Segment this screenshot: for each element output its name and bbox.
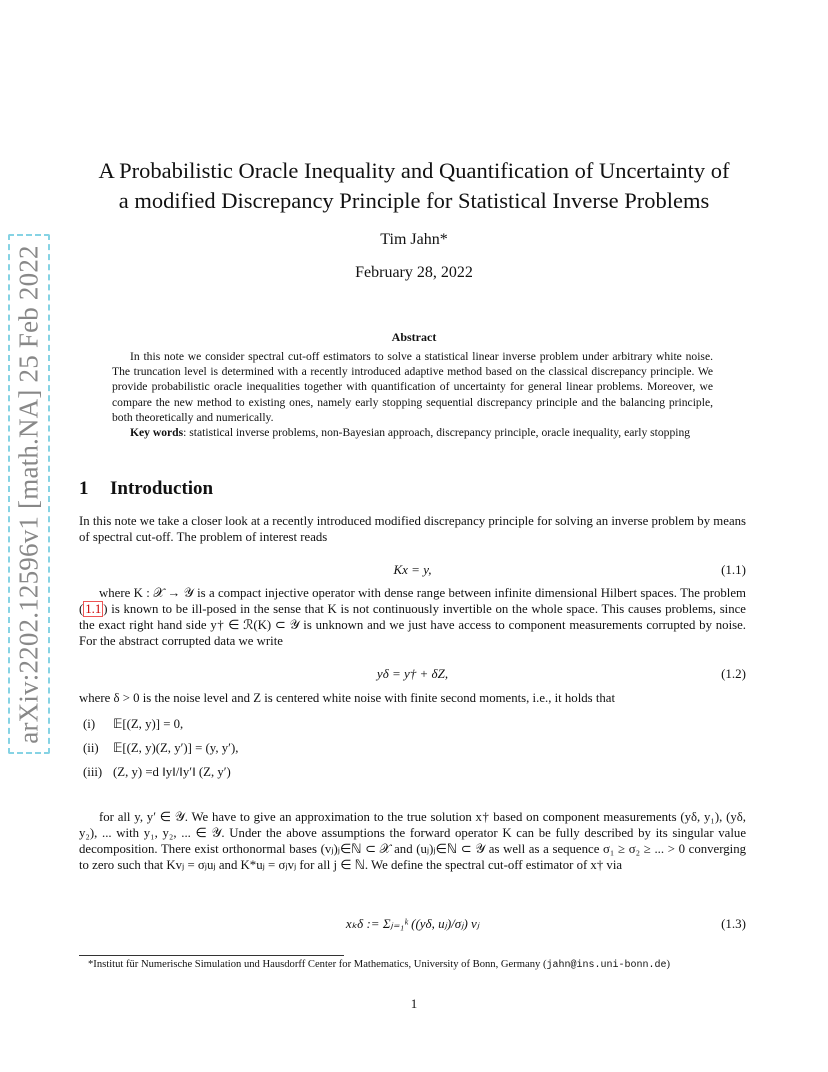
paragraph-3: where δ > 0 is the noise level and Z is centered white noise with finite second moments, i.e., it holds that: [79, 691, 616, 705]
equation-number: (1.1): [721, 562, 746, 577]
list-label: (iii): [83, 765, 103, 779]
equation-number: (1.3): [721, 916, 746, 931]
title-line-2: a modified Discrepancy Principle for Statistical Inverse Problems: [118, 188, 710, 213]
keywords-text: : statistical inverse problems, non-Bayesian approach, discrepancy principle, oracle inequality, early stopping: [183, 426, 691, 440]
footnote-rule: [79, 955, 344, 956]
list-label: (i): [83, 717, 96, 731]
paragraph-1: In this note we take a closer look at a recently introduced modified discrepancy principle for solving an inverse problem by means of spectral cut-off. The problem of interest reads: [79, 514, 747, 544]
footnote-email: jahn@ins.uni-bonn.de: [546, 960, 667, 971]
section-title: Introduction: [110, 478, 214, 499]
assumption-list: [83, 714, 238, 786]
equation-ref-link[interactable]: 1.1: [85, 602, 102, 616]
equation-number: (1.2): [721, 666, 746, 681]
section-number: 1: [79, 478, 89, 499]
list-text: (Z, y) =d ‖y‖/‖y′‖ (Z, y′): [113, 765, 231, 779]
footnote-text: *Institut für Numerische Simulation und Hausdorff Center for Mathematics, University of Bonn, Germany (: [88, 959, 547, 970]
equation-expression: Kx = y,: [393, 562, 432, 577]
paper-title: [60, 156, 768, 216]
keywords: [112, 425, 713, 440]
paragraph-2: where K : 𝒳 → 𝒴 is a compact injective operator with dense range between infinite dimensional Hilbert spaces. The problem ( 1.1 ) is known to be ill-posed in the sense that K is not continuously invertible on the whole space. This causes problems, since the exact right hand side y† ∈ ℛ(K) ⊂ 𝒴 is unknown and we just have access to component measurements corrupted by noise. For the abstract corrupted data we write: [79, 586, 746, 648]
arxiv-id: arXiv:2202.12596v1 [math.NA] 25 Feb 2022: [13, 244, 44, 744]
title-line-1: A Probabilistic Oracle Inequality and Quantification of Uncertainty of: [98, 158, 730, 183]
paragraph-4: for all y, y′ ∈ 𝒴. We have to give an approximation to the true solution x† based on component measurements (yδ, y₁), (yδ, y₂), ... with y₁, y₂, ... ∈ 𝒴. Under the above assumptions the forward operator K can be fully described by its singular value decomposition. There exist orthonormal bases (vⱼ)ⱼ∈ℕ ⊂ 𝒳 and (uⱼ)ⱼ∈ℕ ⊂ 𝒴 as well as a sequence σ₁ ≥ σ₂ ≥ ... > 0 converging to zero such that Kvⱼ = σⱼuⱼ and K*uⱼ = σⱼvⱼ for all j ∈ ℕ. We define the spectral cut-off estimator of x† via: [79, 810, 746, 872]
list-text: 𝔼[(Z, y)] = 0,: [113, 717, 184, 731]
list-text: 𝔼[(Z, y)(Z, y′)] = (y, y′),: [113, 741, 239, 755]
abstract: [112, 349, 713, 440]
list-item: [83, 714, 238, 738]
list-item: [83, 738, 238, 762]
footnote-close: ): [666, 959, 671, 970]
list-label: (ii): [83, 741, 99, 755]
list-item: [83, 762, 238, 786]
abstract-heading: Abstract: [391, 330, 437, 344]
page-number: 1: [410, 996, 418, 1011]
paragraph-2-part-b: is known to be ill-posed in the sense that K is not continuously invertible on the whole space. This causes problems, since the exact right hand side y† ∈ ℛ(K) ⊂ 𝒴 is unknown and we just have access to component measurements corrupted by noise. For the abstract corrupted data we write: [79, 602, 746, 648]
paragraph-2-part-a: where K : 𝒳 → 𝒴 is a compact injective operator with dense range between infinite dimensional Hilbert spaces. The problem: [99, 586, 746, 600]
date: February 28, 2022: [355, 264, 473, 281]
arxiv-stamp: [8, 234, 50, 754]
section-heading: [79, 478, 213, 500]
footnote: [88, 959, 748, 971]
keywords-label: Key words: [130, 426, 184, 440]
author: Tim Jahn*: [380, 231, 448, 248]
abstract-text: In this note we consider spectral cut-off estimators to solve a statistical linear inverse problem under arbitrary white noise. The truncation level is determined with a recently introduced adaptive method based on the classical discrepancy principle. We provide probabilistic oracle inequalities together with quantification of uncertainty for general linear problems. Moreover, we compare the new method to existing ones, namely early stopping sequential discrepancy principle and the balancing principle, both theoretically and numerically.: [112, 350, 713, 424]
equation-expression: yδ = y† + δZ,: [376, 666, 449, 681]
equation-expression: xₖδ := Σⱼ₌₁ᵏ ((yδ, uⱼ)/σⱼ) vⱼ: [345, 916, 480, 931]
